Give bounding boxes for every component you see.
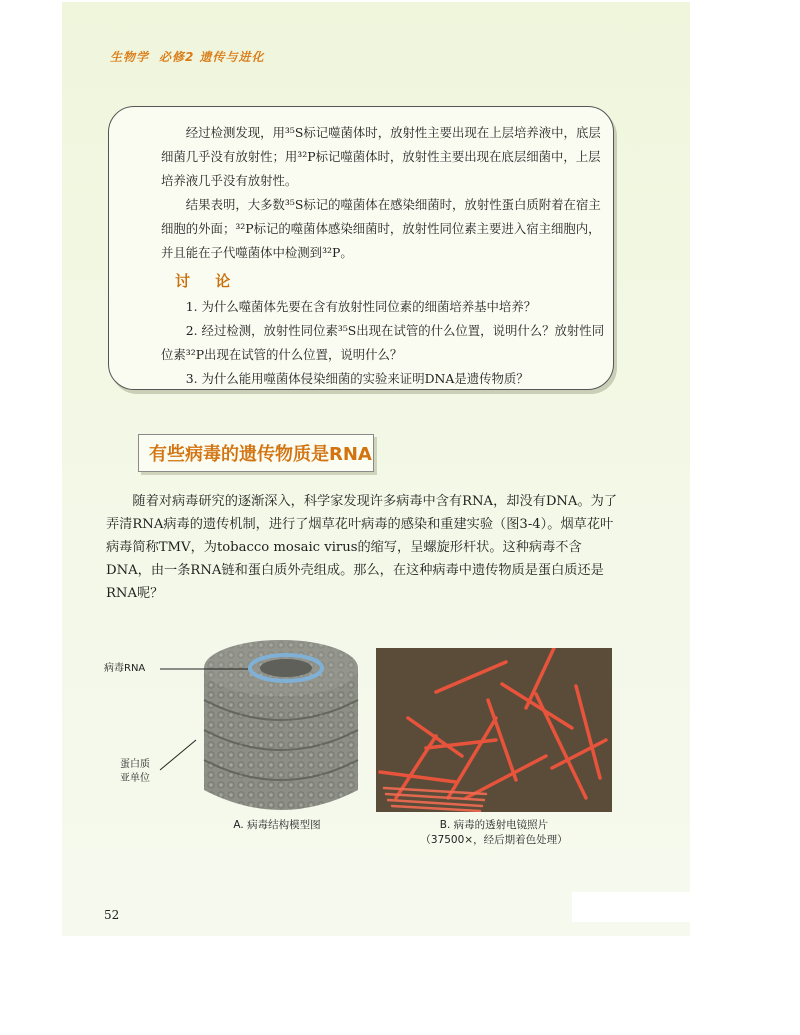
discussion-title: 讨 论 xyxy=(175,272,241,290)
book-title: 生物学 xyxy=(110,50,150,64)
label-protein-subunit: 蛋白质 亚单位 xyxy=(120,759,150,784)
discussion-question-1: 1. 为什么噬菌体先要在含有放射性同位素的细菌培养基中培养？ xyxy=(185,299,537,314)
rna-pointer-line xyxy=(160,666,250,672)
volume-title: 必修2 遗传与进化 xyxy=(159,50,265,64)
scan-blank-patch xyxy=(572,892,690,922)
virus-structure-model-image xyxy=(186,630,376,820)
textbook-page xyxy=(62,2,690,936)
result-paragraph-2: 结果表明，大多数³⁵S标记的噬菌体在感染细菌时，放射性蛋白质附着在宿主细胞的外面；³²P标记的噬菌体感染细菌时，放射性同位素主要进入宿主细胞内，并且能在子代噬菌体中检测到³²P。 xyxy=(161,197,601,260)
page-number: 52 xyxy=(104,908,120,922)
section-title-text: 有些病毒的遗传物质是RNA xyxy=(149,444,372,465)
section-heading xyxy=(138,434,374,472)
running-header xyxy=(110,48,265,65)
result-paragraph-1: 经过检测发现，用³⁵S标记噬菌体时，放射性主要出现在上层培养液中，底层细菌几乎没有放射性；用³²P标记噬菌体时，放射性主要出现在底层细菌中，上层培养液几乎没有放射性。 xyxy=(161,125,601,188)
virus-tem-photo xyxy=(376,648,612,812)
caption-figure-a: A. 病毒结构模型图 xyxy=(233,819,321,831)
discussion-question-2: 2. 经过检测，放射性同位素³⁵S出现在试管的什么位置，说明什么？放射性同位素³²P出现在试管的什么位置，说明什么？ xyxy=(161,323,605,362)
body-paragraph: 随着对病毒研究的逐渐深入，科学家发现许多病毒中含有RNA，却没有DNA。为了弄清RNA病毒的遗传机制，进行了烟草花叶病毒的感染和重建实验（图3-4）。烟草花叶病毒简称TMV，为tobacco mosaic virus的缩写，呈螺旋形杆状。这种病毒不含DNA，由一条RNA链和蛋白质外壳组成。那么，在这种病毒中遗传物质是蛋白质还是RNA呢？ xyxy=(106,494,618,601)
discussion-question-3: 3. 为什么能用噬菌体侵染细菌的实验来证明DNA是遗传物质？ xyxy=(185,371,529,386)
label-virus-rna: 病毒RNA xyxy=(104,663,146,674)
experiment-result-box xyxy=(108,106,614,390)
protein-pointer-line xyxy=(158,738,198,772)
caption-figure-b: B. 病毒的透射电镜照片 （37500×，经后期着色处理） xyxy=(420,819,568,846)
